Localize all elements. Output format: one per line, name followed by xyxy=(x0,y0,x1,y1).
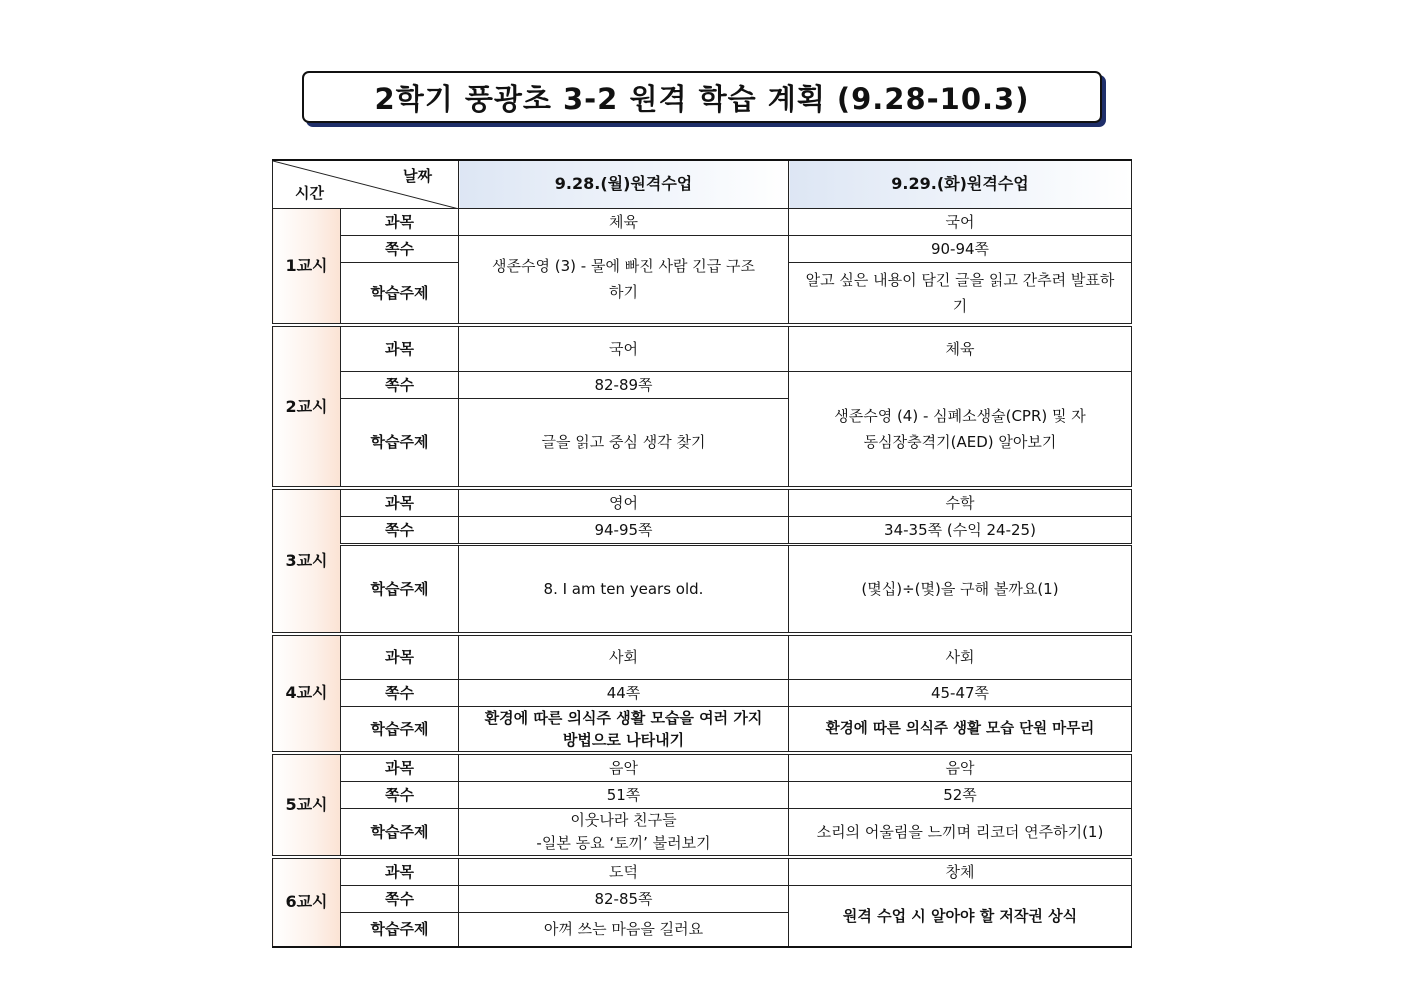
cell-subject: 국어 xyxy=(459,325,789,371)
date-label: 날짜 xyxy=(403,167,432,185)
topic-line: -일본 동요 ‘토끼’ 불러보기 xyxy=(536,834,711,852)
cell-pages: 90-94쪽 xyxy=(789,235,1132,262)
row-label-topic: 학습주제 xyxy=(341,913,459,947)
cell-topic: 글을 읽고 중심 생각 찾기 xyxy=(459,398,789,488)
header-row xyxy=(273,160,1132,208)
cell-subject: 사회 xyxy=(459,634,789,680)
table-row xyxy=(273,371,1132,398)
cell-pages: 34-35쪽 (수익 24-25) xyxy=(789,517,1132,545)
row-label-topic: 학습주제 xyxy=(341,809,459,858)
row-label-topic: 학습주제 xyxy=(341,398,459,488)
period-label: 5교시 xyxy=(273,753,341,857)
cell-topic: 소리의 어울림을 느끼며 리코더 연주하기(1) xyxy=(789,809,1132,858)
cell-topic: 환경에 따른 의식주 생활 모습 단원 마무리 xyxy=(789,707,1132,754)
table-row xyxy=(273,782,1132,809)
row-label-topic: 학습주제 xyxy=(341,262,459,325)
table-row xyxy=(273,707,1132,754)
table-row xyxy=(273,208,1132,235)
row-label-subject: 과목 xyxy=(341,857,459,886)
table-row xyxy=(273,545,1132,634)
cell-pages: 51쪽 xyxy=(459,782,789,809)
day-header-2: 9.29.(화)원격수업 xyxy=(789,160,1132,208)
row-label-subject: 과목 xyxy=(341,753,459,782)
cell-topic: 생존수영 (4) - 심폐소생술(CPR) 및 자동심장충격기(AED) 알아보기 xyxy=(789,371,1132,488)
row-label-topic: 학습주제 xyxy=(341,707,459,754)
table-row xyxy=(273,634,1132,680)
cell-subject: 사회 xyxy=(789,634,1132,680)
cell-topic: 8. I am ten years old. xyxy=(459,545,789,634)
row-label-pages: 쪽수 xyxy=(341,782,459,809)
cell-topic xyxy=(459,809,789,858)
row-label-subject: 과목 xyxy=(341,634,459,680)
cell-topic: 알고 싶은 내용이 담긴 글을 읽고 간추려 발표하기 xyxy=(789,262,1132,325)
table-row xyxy=(273,809,1132,858)
cell-pages: 52쪽 xyxy=(789,782,1132,809)
period-label: 4교시 xyxy=(273,634,341,754)
row-label-topic: 학습주제 xyxy=(341,545,459,634)
table-row xyxy=(273,488,1132,517)
cell-subject: 영어 xyxy=(459,488,789,517)
time-label: 시간 xyxy=(295,183,324,202)
period-label: 1교시 xyxy=(273,208,341,325)
cell-subject: 음악 xyxy=(789,753,1132,782)
corner-cell xyxy=(273,160,459,208)
cell-topic: 환경에 따른 의식주 생활 모습을 여러 가지 방법으로 나타내기 xyxy=(459,707,789,754)
row-label-pages: 쪽수 xyxy=(341,371,459,398)
table-row xyxy=(273,886,1132,913)
cell-subject: 도덕 xyxy=(459,857,789,886)
schedule-table xyxy=(272,159,1132,948)
page-title: 2학기 풍광초 3-2 원격 학습 계획 (9.28-10.3) xyxy=(374,81,1030,116)
row-label-subject: 과목 xyxy=(341,325,459,371)
cell-pages: 45-47쪽 xyxy=(789,680,1132,707)
table-row xyxy=(273,680,1132,707)
cell-pages: 94-95쪽 xyxy=(459,517,789,545)
cell-pages: 44쪽 xyxy=(459,680,789,707)
topic-line: 이웃나라 친구들 xyxy=(570,811,677,829)
day-header-1: 9.28.(월)원격수업 xyxy=(459,160,789,208)
cell-pages: 82-89쪽 xyxy=(459,371,789,398)
cell-subject: 창체 xyxy=(789,857,1132,886)
period-label: 6교시 xyxy=(273,857,341,947)
row-label-subject: 과목 xyxy=(341,488,459,517)
cell-pages: 82-85쪽 xyxy=(459,886,789,913)
row-label-pages: 쪽수 xyxy=(341,235,459,262)
cell-topic: 원격 수업 시 알아야 할 저작권 상식 xyxy=(789,886,1132,947)
table-row xyxy=(273,325,1132,371)
cell-subject: 체육 xyxy=(459,208,789,235)
cell-subject: 음악 xyxy=(459,753,789,782)
table-row xyxy=(273,857,1132,886)
row-label-pages: 쪽수 xyxy=(341,517,459,545)
row-label-subject: 과목 xyxy=(341,208,459,235)
title-box xyxy=(302,71,1102,123)
table-row xyxy=(273,235,1132,262)
cell-topic: (몇십)÷(몇)을 구해 볼까요(1) xyxy=(789,545,1132,634)
cell-subject: 체육 xyxy=(789,325,1132,371)
table-row xyxy=(273,517,1132,545)
table-row xyxy=(273,753,1132,782)
cell-topic: 아껴 쓰는 마음을 길러요 xyxy=(459,913,789,947)
row-label-pages: 쪽수 xyxy=(341,886,459,913)
row-label-pages: 쪽수 xyxy=(341,680,459,707)
cell-subject: 수학 xyxy=(789,488,1132,517)
cell-topic: 생존수영 (3) - 물에 빠진 사람 긴급 구조하기 xyxy=(459,235,789,325)
cell-subject: 국어 xyxy=(789,208,1132,235)
period-label: 3교시 xyxy=(273,488,341,634)
period-label: 2교시 xyxy=(273,325,341,488)
